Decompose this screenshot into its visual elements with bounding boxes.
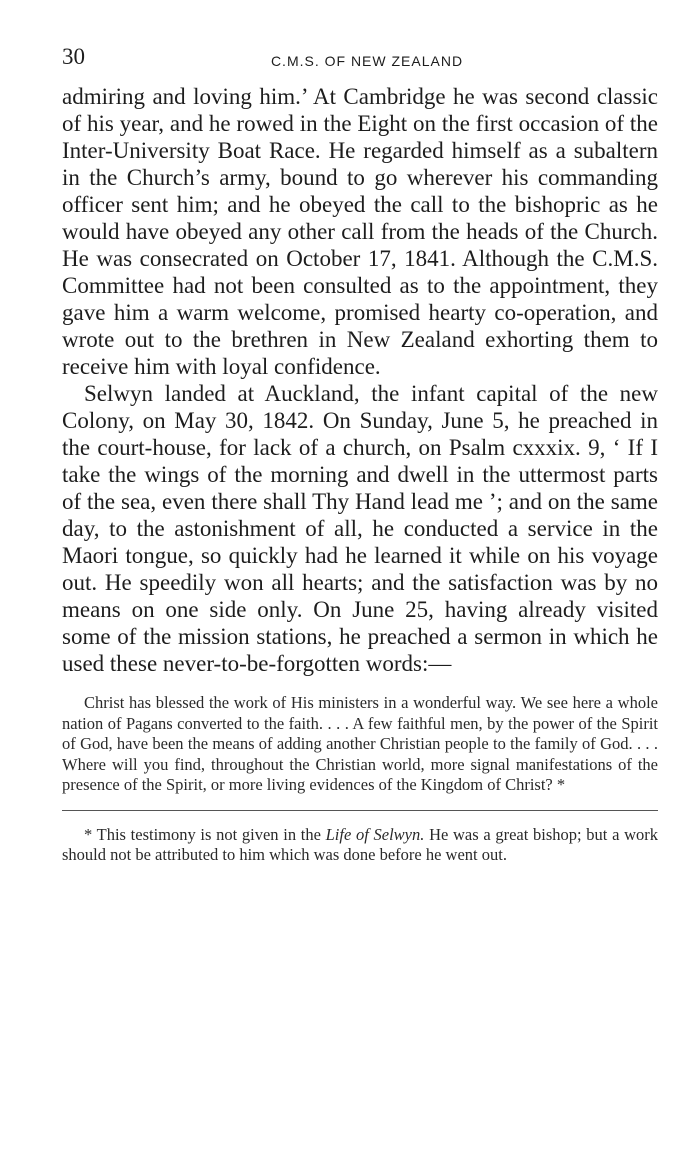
footnote-suffix: He was a great bishop; but a work should not be attributed to him which was done before he went out.: [62, 824, 658, 864]
page-number: 30: [62, 44, 85, 69]
running-head: [62, 44, 658, 74]
running-title: C.M.S. OF NEW ZEALAND: [270, 53, 464, 69]
footnote-prefix: * This testimony is not given in the: [84, 824, 326, 844]
block-quote: Christ has blessed the work of His ministers in a wonderful way. We see here a whole nation of Pagans converted to the faith. . . . A few faithful men, by the power of the Spirit of God, have been the means of adding another Christian people to the family of God. . . . Where will you find, throughout the Christian world, more signal manifestations of the presence of the Spirit, or more living evidences of the Kingdom of Christ? *: [62, 693, 658, 794]
paragraph-1: admiring and loving him.’ At Cambridge he was second classic of his year, and he rowed in the Eight on the first occasion of the Inter-University Boat Race. He regarded himself as a subaltern in the Church’s army, bound to go wherever his commanding officer sent him; and he obeyed the call to the bishopric as he would have obeyed any other call from the heads of the Church. He was consecrated on October 17, 1841. Although the C.M.S. Committee had not been consulted as to the appointment, they gave him a warm welcome, promised hearty co-operation, and wrote out to the brethren in New Zealand exhorting them to receive him with loyal confidence.: [62, 84, 658, 379]
footnote-book-title: Life of Selwyn.: [325, 824, 425, 844]
paragraph-2: Selwyn landed at Auckland, the infant capital of the new Colony, on May 30, 1842. On Sunday, June 5, he preached in the court-house, for lack of a church, on Psalm cxxxix. 9, ‘ If I take the wings of the morning and dwell in the uttermost parts of the sea, even there shall Thy Hand lead me ’; and on the same day, to the astonishment of all, he conducted a service in the Maori tongue, so quickly had he learned it while on his voyage out. He speedily won all hearts; and the satisfaction was by no means on one side only. On June 25, having already visited some of the mission stations, he preached a sermon in which he used these never-to-be-forgotten words:—: [62, 381, 658, 676]
footnote-rule: [62, 810, 658, 811]
book-page: [62, 44, 658, 866]
footnote: [62, 825, 658, 866]
main-text: [62, 83, 658, 677]
